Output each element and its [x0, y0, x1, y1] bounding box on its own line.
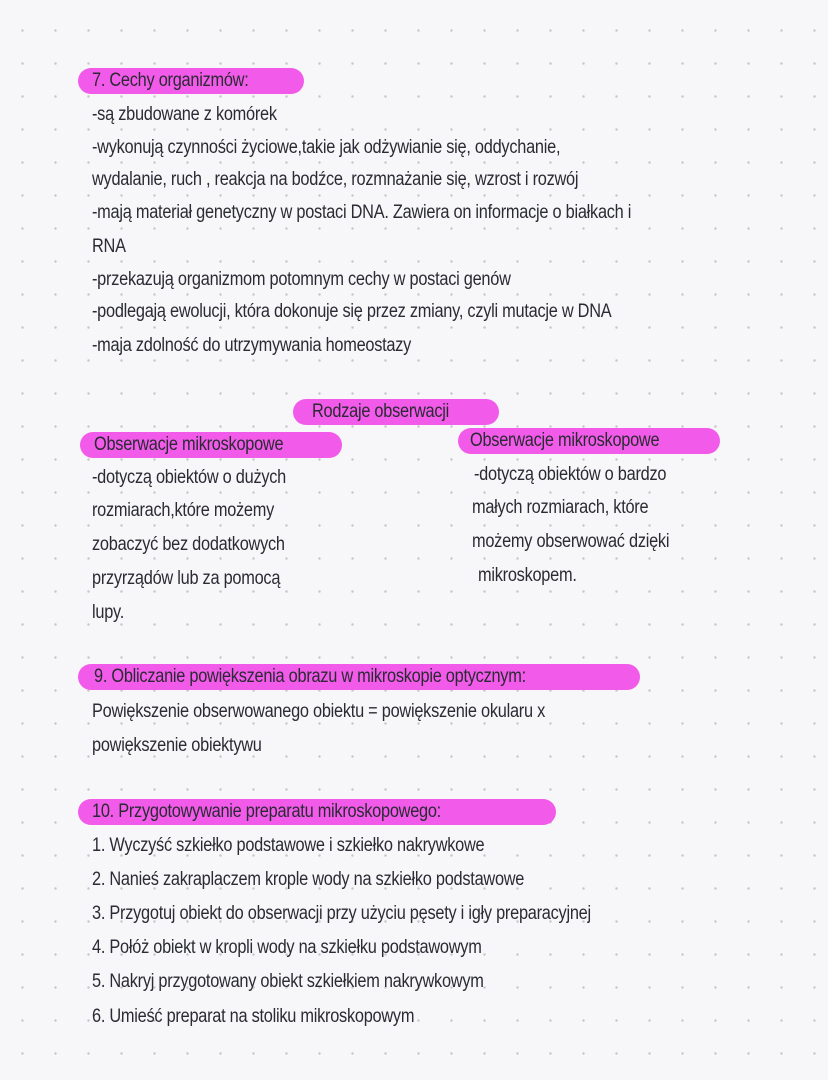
section9-heading: 9. Obliczanie powiększenia obrazu w mikroskopie optycznym: [94, 666, 526, 687]
section7-line: -maja zdolność do utrzymywania homeostazy [92, 335, 412, 356]
section7-line: -podlegają ewolucji, która dokonuje się przez zmiany, czyli mutacje w DNA [92, 301, 612, 322]
left-column-line: zobaczyć bez dodatkowych [92, 534, 285, 555]
right-column-line: mikroskopem. [478, 565, 577, 586]
left-column-line: przyrządów lub za pomocą [92, 568, 281, 589]
section7-line: -przekazują organizmom potomnym cechy w postaci genów [92, 269, 511, 290]
procedure-step: 2. Nanieś zakraplaczem krople wody na szkiełko podstawowe [92, 869, 525, 890]
right-column-line: możemy obserwować dzięki [472, 531, 670, 552]
left-column-heading: Obserwacje mikroskopowe [94, 434, 284, 455]
left-column-line: rozmiarach,które możemy [92, 500, 275, 521]
section7-line: -są zbudowane z komórek [92, 104, 277, 125]
section9-line: powiększenie obiektywu [92, 735, 262, 756]
section7-line: RNA [92, 236, 126, 257]
right-column-line: małych rozmiarach, które [472, 497, 649, 518]
section7-line: wydalanie, ruch , reakcja na bodźce, rozmnażanie się, wzrost i rozwój [92, 169, 579, 190]
right-column-line: -dotyczą obiektów o bardzo [474, 464, 667, 485]
left-column-line: -dotyczą obiektów o dużych [92, 467, 287, 488]
procedure-step: 3. Przygotuj obiekt do obserwacji przy użyciu pęsety i igły preparacyjnej [92, 903, 591, 924]
right-column-heading: Obserwacje mikroskopowe [470, 430, 660, 451]
section8-heading: Rodzaje obserwacji [312, 401, 450, 422]
section9-line: Powiększenie obserwowanego obiektu = powiększenie okularu x [92, 701, 546, 722]
procedure-step: 5. Nakryj przygotowany obiekt szkiełkiem nakrywkowym [92, 971, 484, 992]
procedure-step: 1. Wyczyść szkiełko podstawowe i szkiełko nakrywkowe [92, 835, 485, 856]
procedure-step: 4. Połóż obiekt w kropli wody na szkiełku podstawowym [92, 937, 482, 958]
section7-line: -wykonują czynności życiowe,takie jak odżywianie się, oddychanie, [92, 137, 561, 158]
procedure-step: 6. Umieść preparat na stoliku mikroskopowym [92, 1006, 415, 1027]
section10-heading: 10. Przygotowywanie preparatu mikroskopowego: [92, 801, 441, 822]
left-column-line: lupy. [92, 602, 125, 623]
section7-heading: 7. Cechy organizmów: [92, 70, 249, 91]
section7-line: -mają materiał genetyczny w postaci DNA. Zawiera on informacje o białkach i [92, 202, 632, 223]
